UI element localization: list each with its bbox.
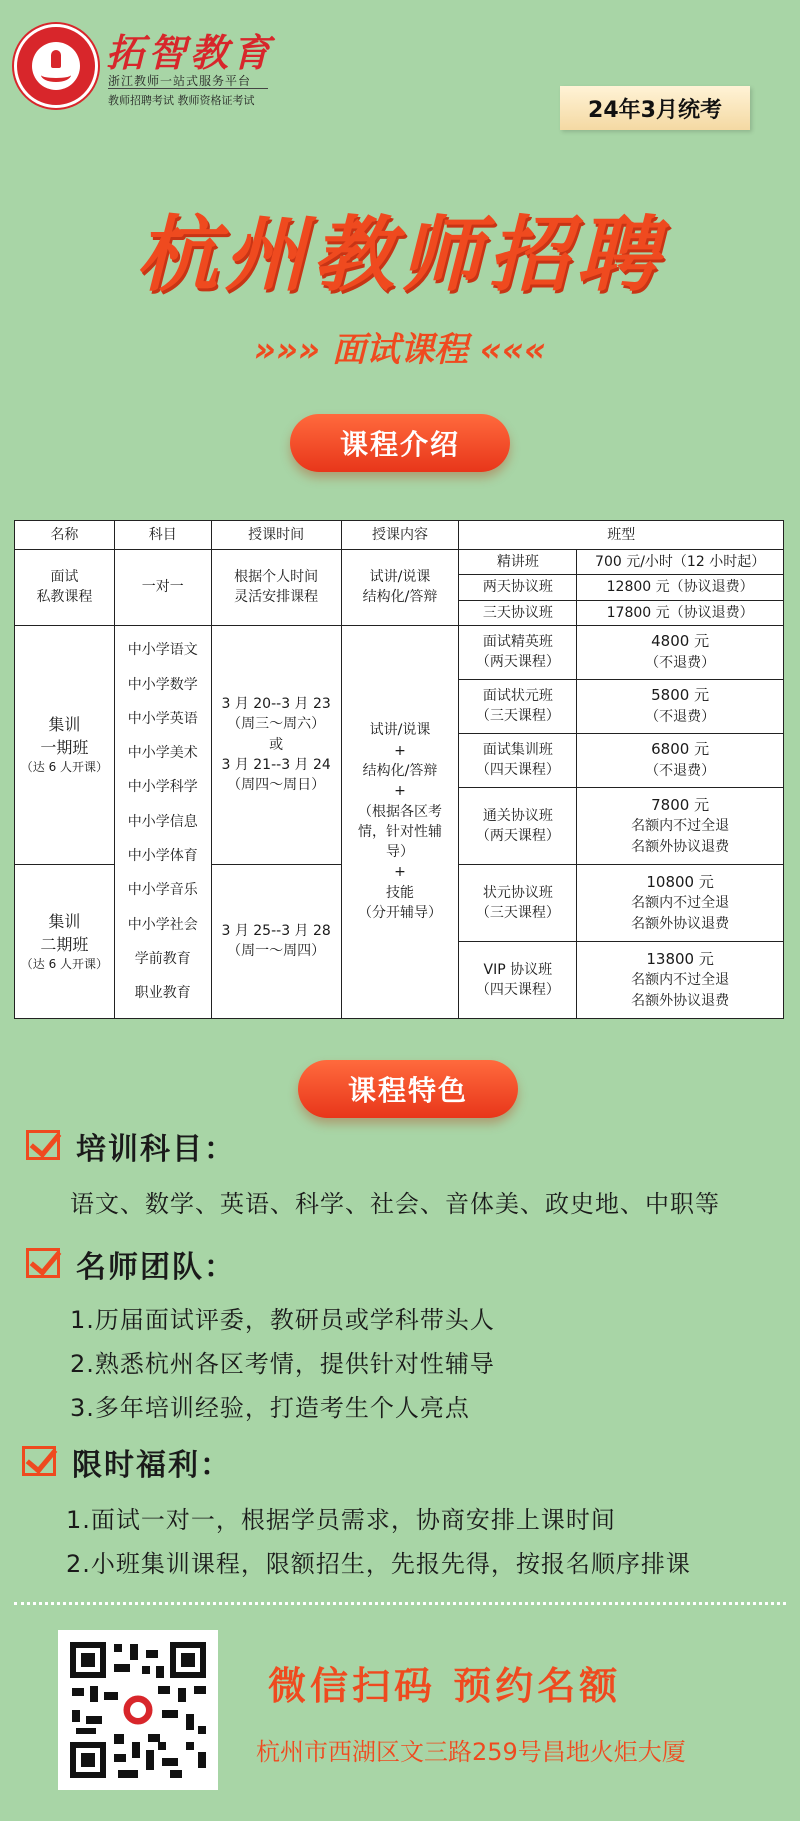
group2-time: 3 月 25--3 月 28 （周一～周四） [211,864,341,1018]
subject-item: 职业教育 [134,985,191,1002]
class-type-note: 名额内不过全退 名额外协议退费 [631,818,730,855]
group2-note: （达 6 人开课） [20,956,109,971]
class-type-price-cell [577,733,784,787]
subject-item: 中小学体育 [127,848,198,865]
section-title-course-intro: 课程介绍 [290,414,510,472]
table-header-row [15,521,784,550]
class-type-note: （不退费） [645,709,716,726]
brand-divider [108,88,268,89]
header-content: 授课内容 [341,521,459,550]
brand-logo [14,24,98,108]
brand-subtitle-2: 教师招聘考试 教师资格证考试 [108,94,255,107]
group1-name [15,625,115,864]
class-type-price: 700 元/小时（12 小时起） [577,550,784,575]
class-type-name: 三天协议班 [459,600,577,625]
subject-item: 中小学美术 [127,745,198,762]
subject-item: 中小学英语 [127,710,198,727]
class-type-name: 通关协议班 （两天课程） [459,787,577,864]
subject-item: 中小学数学 [127,676,198,693]
checkbox-icon [26,1248,60,1278]
feature-line: 1.面试一对一，根据学员需求，协商安排上课时间 [66,1506,616,1534]
class-type-name: 状元协议班 （三天课程） [459,864,577,941]
subject-list [114,625,211,1018]
table-row [15,625,784,679]
group-content: 试讲/说课 + 结构化/答辩 + （根据各区考 情，针对性辅导） + 技能 （分开辅导） [341,625,459,1018]
group1-title: 集训 一期班 [40,715,89,758]
feature-heading: 名师团队： [76,1250,236,1285]
subject-item: 中小学科学 [127,779,198,796]
checkbox-icon [22,1446,56,1476]
brand-subtitle: 浙江教师一站式服务平台 [108,74,252,88]
address: 杭州市西湖区文三路259号昌地火炬大厦 [256,1738,686,1766]
class-type-note: 名额内不过全退 名额外协议退费 [631,972,730,1009]
page-subtitle: »»» 面试课程 ««« [253,330,547,370]
feature-heading: 限时福利： [72,1448,232,1483]
page-title: 杭州教师招聘 [136,208,664,303]
class-type-name: 面试精英班 （两天课程） [459,625,577,679]
subject-item: 中小学社会 [127,916,198,933]
header-subject: 科目 [114,521,211,550]
feature-line: 2.小班集训课程，限额招生，先报先得，按报名顺序排课 [66,1550,691,1578]
class-type-price: 13800 元 [646,949,714,968]
class-type-name: VIP 协议班 （四天课程） [459,941,577,1018]
group1-time: 3 月 20--3 月 23 （周三～周六） 或 3 月 21--3 月 24 （周四～周日） [211,625,341,864]
class-type-note: （不退费） [645,655,716,672]
class-type-price-cell [577,864,784,941]
class-type-name: 精讲班 [459,550,577,575]
section-title-course-features: 课程特色 [298,1060,518,1118]
exam-tag: 24年3月统考 [560,86,750,130]
divider [14,1602,786,1605]
feature-line: 3.多年培训经验，打造考生个人亮点 [70,1394,470,1422]
checkbox-icon [26,1130,60,1160]
logo-emblem-icon [32,42,80,90]
header-time: 授课时间 [211,521,341,550]
class-type-price: 10800 元 [646,872,714,891]
class-type-price-cell [577,679,784,733]
private-name: 面试 私教课程 [15,550,115,626]
class-type-price-cell [577,625,784,679]
class-type-price-cell [577,787,784,864]
class-type-price-cell [577,941,784,1018]
course-schedule-table [14,520,784,1019]
class-type-name: 面试集训班 （四天课程） [459,733,577,787]
qr-code-icon [58,1630,218,1790]
class-type-price: 6800 元 [651,740,710,759]
group2-title: 集训 二期班 [40,911,89,954]
private-content: 试讲/说课 结构化/答辩 [341,550,459,626]
feature-line: 1.历届面试评委，教研员或学科带头人 [70,1306,495,1334]
subject-item: 中小学音乐 [127,882,198,899]
class-type-name: 两天协议班 [459,575,577,600]
header-name: 名称 [15,521,115,550]
group2-name [15,864,115,1018]
header-class-type: 班型 [459,521,784,550]
feature-line: 2.熟悉杭州各区考情，提供针对性辅导 [70,1350,495,1378]
subject-item: 中小学语文 [127,642,198,659]
private-time: 根据个人时间 灵活安排课程 [211,550,341,626]
class-type-name: 面试状元班 （三天课程） [459,679,577,733]
class-type-price: 7800 元 [651,795,710,814]
class-type-note: （不退费） [645,763,716,780]
brand-name: 拓智教育 [106,30,275,75]
class-type-price: 17800 元（协议退费） [577,600,784,625]
class-type-price: 5800 元 [651,686,710,705]
private-subject: 一对一 [114,550,211,626]
feature-heading: 培训科目： [76,1132,236,1167]
group1-note: （达 6 人开课） [20,760,109,775]
subject-item: 学前教育 [134,950,191,967]
qr-code[interactable] [58,1630,218,1790]
subject-item: 中小学信息 [127,813,198,830]
table-row [15,550,784,575]
class-type-note: 名额内不过全退 名额外协议退费 [631,895,730,932]
class-type-price: 12800 元（协议退费） [577,575,784,600]
class-type-price: 4800 元 [651,632,710,651]
feature-line: 语文、数学、英语、科学、社会、音体美、政史地、中职等 [70,1190,720,1218]
cta-text: 微信扫码 预约名额 [268,1664,622,1708]
